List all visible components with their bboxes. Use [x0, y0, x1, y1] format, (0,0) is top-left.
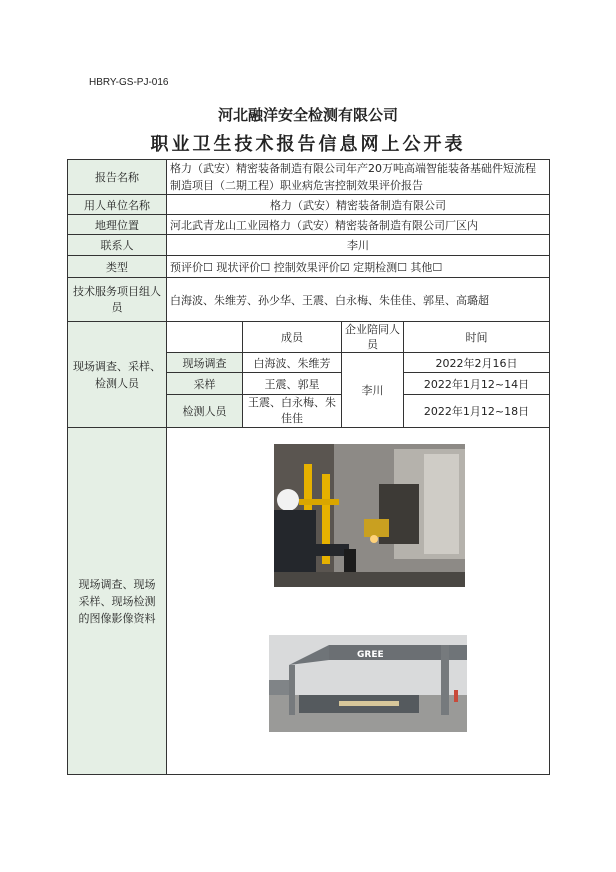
gate-photo-image: [269, 635, 467, 732]
row-location: [68, 215, 550, 235]
contact-value: 李川: [167, 235, 550, 256]
row-contact: [68, 235, 550, 256]
field-item-members: 王震、郭星: [243, 373, 342, 395]
field-photo-gate: [269, 635, 467, 732]
images-cell: [167, 428, 550, 775]
info-table: [67, 159, 550, 775]
field-item-time: 2022年1月12~14日: [404, 373, 550, 395]
location-label: 地理位置: [68, 215, 167, 235]
team-value: 白海波、朱维芳、孙少华、王震、白永梅、朱佳佳、郭星、高璐超: [167, 278, 550, 322]
field-header-company-staff: 企业陪同人员: [342, 322, 404, 353]
company-name: 河北融洋安全检测有限公司: [217, 106, 398, 124]
row-type: [68, 256, 550, 278]
field-photo-worker: [274, 444, 465, 587]
images-label: 现场调查、现场采样、现场检测的图像影像资料: [68, 428, 167, 775]
row-report-name: [68, 160, 550, 195]
row-employer: [68, 195, 550, 215]
employer-label: 用人单位名称: [68, 195, 167, 215]
document-title: 职业卫生技术报告信息网上公开表: [150, 134, 466, 155]
type-label: 类型: [68, 256, 167, 278]
report-name-label: 报告名称: [68, 160, 167, 195]
team-label: 技术服务项目组人员: [68, 278, 167, 322]
field-item-members: 王震、白永梅、朱佳佳: [243, 395, 342, 428]
field-header-time: 时间: [404, 322, 550, 353]
company-staff-value: 李川: [342, 353, 404, 428]
field-item-members: 白海波、朱维芳: [243, 353, 342, 373]
type-value: 预评价☐ 现状评价☐ 控制效果评价☑ 定期检测☐ 其他☐: [167, 256, 550, 278]
field-staff-label: 现场调查、采样、检测人员: [68, 322, 167, 428]
field-item-label: 现场调查: [167, 353, 243, 373]
field-item-label: 检测人员: [167, 395, 243, 428]
field-header-members: 成员: [243, 322, 342, 353]
svg-text:GREE: GREE: [357, 650, 384, 660]
row-team: [68, 278, 550, 322]
worker-photo-image: [274, 444, 465, 587]
field-item-label: 采样: [167, 373, 243, 395]
row-field-header: [68, 322, 550, 353]
document-code: HBRY-GS-PJ-016: [89, 77, 169, 88]
field-header-blank: [167, 322, 243, 353]
field-item-time: 2022年2月16日: [404, 353, 550, 373]
row-images: [68, 428, 550, 775]
employer-value: 格力（武安）精密装备制造有限公司: [167, 195, 550, 215]
field-item-time: 2022年1月12~18日: [404, 395, 550, 428]
contact-label: 联系人: [68, 235, 167, 256]
report-name-value: 格力（武安）精密装备制造有限公司年产20万吨高端智能装备基础件短流程制造项目（二期工程）职业病危害控制效果评价报告: [167, 160, 550, 195]
location-value: 河北武青龙山工业园格力（武安）精密装备制造有限公司厂区内: [167, 215, 550, 235]
